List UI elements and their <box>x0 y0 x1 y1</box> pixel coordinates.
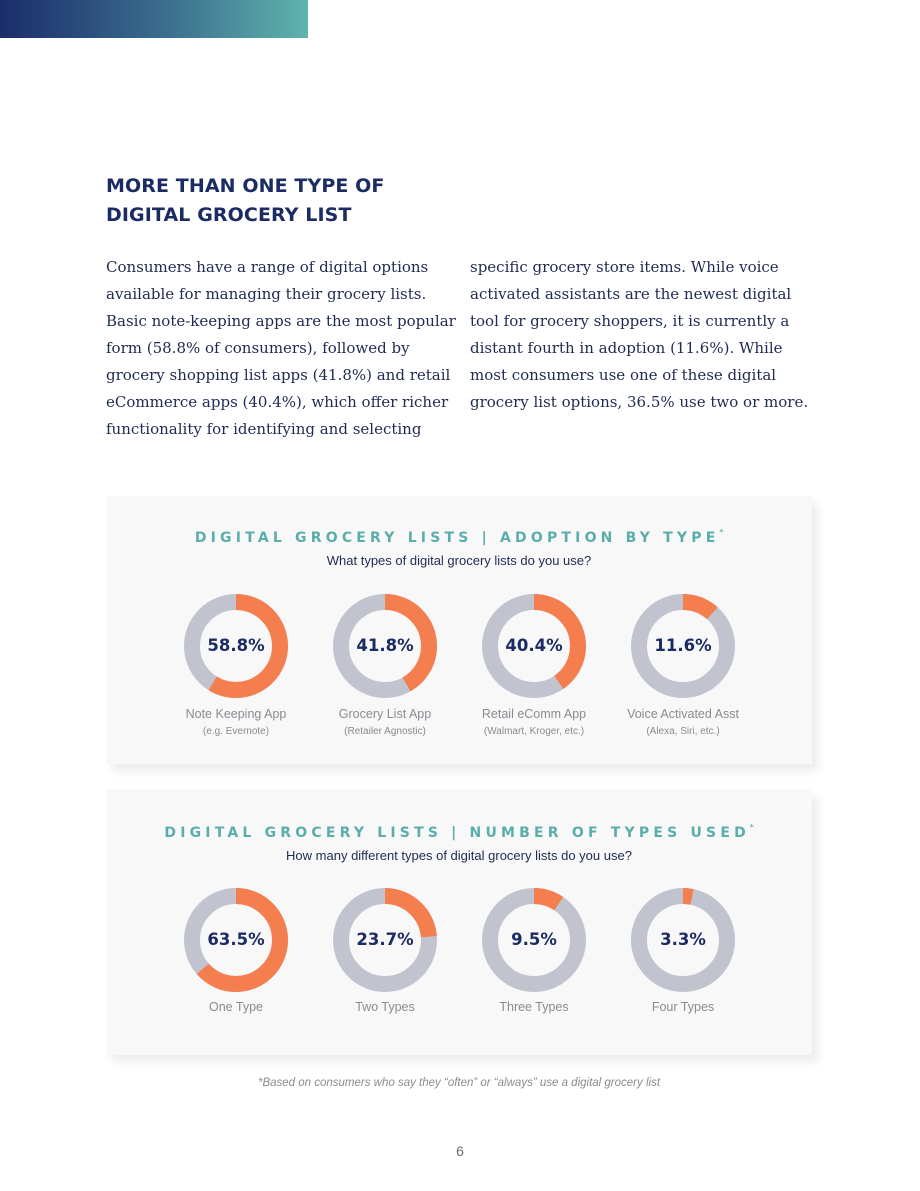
donut-label: Two Types <box>355 1000 415 1014</box>
donut-sublabel: (Retailer Agnostic) <box>344 726 426 737</box>
footnote: *Based on consumers who say they “often” or “always” use a digital grocery list <box>257 1077 661 1089</box>
donut-value-label: 63.5% <box>207 930 265 949</box>
donut-sublabel: (Alexa, Siri, etc.) <box>646 726 720 737</box>
text-line: specific grocery store items. While voice <box>470 258 779 276</box>
donut-label: Grocery List App <box>338 707 432 721</box>
donut-chart <box>332 593 438 699</box>
donut-value-label: 23.7% <box>356 930 414 949</box>
text-line: Basic note-keeping apps are the most popular <box>106 312 456 330</box>
donut-label: Four Types <box>651 1000 715 1014</box>
donut-value-label: 3.3% <box>660 930 706 949</box>
panel-title-mark: * <box>719 528 724 536</box>
body-text-right-column <box>470 254 810 416</box>
header-gradient-bar <box>0 0 308 38</box>
donut-label: Retail eComm App <box>481 707 587 721</box>
text-line: grocery list options, 36.5% use two or more. <box>470 393 809 411</box>
donut-chart <box>630 887 736 993</box>
donut-label: Note Keeping App <box>185 707 287 721</box>
adoption-by-type-panel <box>106 496 812 764</box>
body-text-left-column <box>106 254 456 443</box>
donut-chart <box>183 887 289 993</box>
panel-title <box>106 825 812 841</box>
section-heading <box>106 172 466 230</box>
donut-label: Three Types <box>499 1000 569 1014</box>
panel-subtitle: What types of digital grocery lists do you use? <box>326 553 592 568</box>
page-number: 6 <box>456 1143 464 1159</box>
text-line: eCommerce apps (40.4%), which offer richer <box>106 393 449 411</box>
text-line: tool for grocery shoppers, it is currently a <box>470 312 790 330</box>
text-line: grocery shopping list apps (41.8%) and retail <box>106 366 451 384</box>
donut-value-label: 11.6% <box>654 636 712 655</box>
text-line: distant fourth in adoption (11.6%). While <box>470 339 783 357</box>
donut-sublabel: (Walmart, Kroger, etc.) <box>483 726 585 737</box>
donut-label: One Type <box>209 1000 263 1014</box>
donut-chart <box>481 593 587 699</box>
text-line: functionality for identifying and selecting <box>106 420 422 438</box>
panel-title-mark: * <box>749 823 754 831</box>
panel-title <box>106 530 812 546</box>
panel-title-text: DIGITAL GROCERY LISTS | NUMBER OF TYPES USED <box>164 825 750 841</box>
section-heading-line: DIGITAL GROCERY LIST <box>106 204 352 226</box>
donut-value-label: 41.8% <box>356 636 414 655</box>
section-heading-line: MORE THAN ONE TYPE OF <box>106 175 385 197</box>
donut-sublabel: (e.g. Evernote) <box>202 726 270 737</box>
donut-value-label: 9.5% <box>511 930 557 949</box>
text-line: most consumers use one of these digital <box>470 366 777 384</box>
donut-chart <box>332 887 438 993</box>
donut-label: Voice Activated Asst <box>627 707 739 721</box>
text-line: available for managing their grocery lists. <box>106 285 427 303</box>
donut-chart <box>630 593 736 699</box>
text-line: form (58.8% of consumers), followed by <box>106 339 410 357</box>
text-line: Consumers have a range of digital options <box>106 258 429 276</box>
text-line: activated assistants are the newest digital <box>470 285 792 303</box>
panel-title-text: DIGITAL GROCERY LISTS | ADOPTION BY TYPE <box>194 530 720 546</box>
donut-value-label: 58.8% <box>207 636 265 655</box>
donut-chart <box>481 887 587 993</box>
panel-subtitle: How many different types of digital grocery lists do you use? <box>286 848 632 863</box>
donut-chart <box>183 593 289 699</box>
number-of-types-panel <box>106 789 812 1055</box>
donut-value-label: 40.4% <box>505 636 563 655</box>
